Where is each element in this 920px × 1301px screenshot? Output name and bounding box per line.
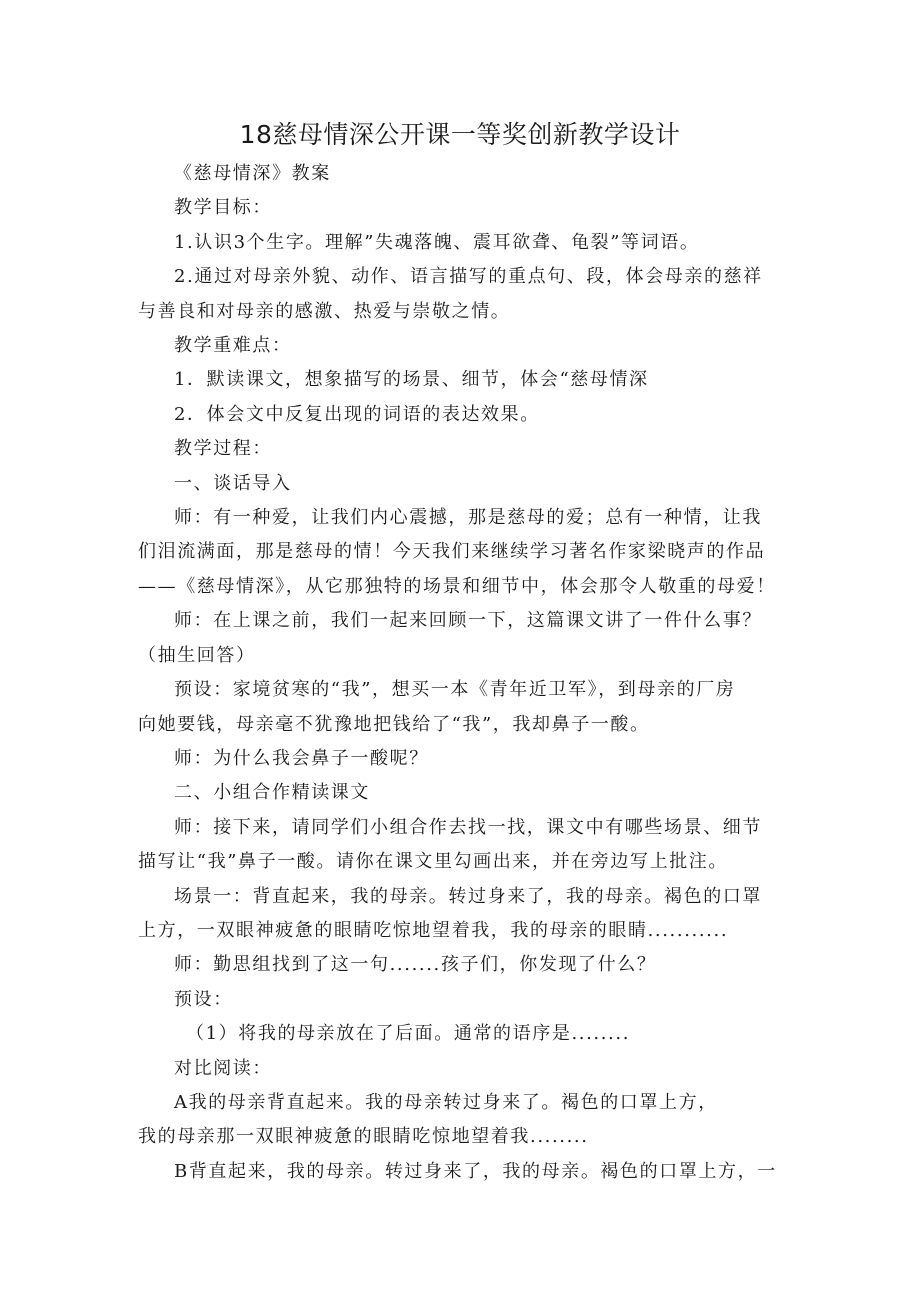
paragraph-line: 场景一：背直起来，我的母亲。转过身来了，我的母亲。褐色的口罩 bbox=[174, 885, 762, 907]
objective-2-line-2: 与善良和对母亲的感激、热爱与崇敬之情。 bbox=[138, 300, 511, 322]
section-heading-objectives: 教学目标： bbox=[174, 197, 272, 219]
key-point-1: 1．默读课文，想象描写的场景、细节，体会“慈母情深 bbox=[174, 369, 649, 391]
paragraph-line: 对比阅读： bbox=[174, 1057, 272, 1079]
step-2-heading: 二、小组合作精读课文 bbox=[174, 782, 370, 804]
paragraph-line: ——《慈母情深》，从它那独特的场景和细节中，体会那令人敬重的母爱！ bbox=[138, 575, 776, 597]
paragraph-line: 预设： bbox=[174, 988, 233, 1010]
section-heading-key-points: 教学重难点： bbox=[174, 335, 292, 357]
section-heading-process: 教学过程： bbox=[174, 438, 272, 460]
document-body bbox=[138, 157, 790, 1189]
paragraph-line: 预设：家境贫寒的“我”，想买一本《青年近卫军》，到母亲的厂房 bbox=[174, 679, 736, 701]
paragraph-line: B背直起来，我的母亲。转过身来了，我的母亲。褐色的口罩上方，一 bbox=[174, 1160, 777, 1182]
paragraph-line: 师：勤思组找到了这一句.......孩子们，你发现了什么？ bbox=[174, 954, 657, 976]
objective-2-line-1: 2.通过对母亲外貌、动作、语言描写的重点句、段，体会母亲的慈祥 bbox=[174, 266, 763, 288]
step-1-heading: 一、谈话导入 bbox=[174, 472, 292, 494]
paragraph-line: （1）将我的母亲放在了后面。通常的语序是........ bbox=[186, 1023, 631, 1045]
paragraph-line: 师：为什么我会鼻子一酸呢？ bbox=[174, 747, 429, 769]
paragraph-line: 描写让“我”鼻子一酸。请你在课文里勾画出来，并在旁边写上批注。 bbox=[138, 851, 729, 873]
paragraph-line: 向她要钱，母亲毫不犹豫地把钱给了“我”，我却鼻子一酸。 bbox=[138, 713, 650, 735]
paragraph-line: （抽生回答） bbox=[138, 644, 256, 666]
paragraph-line: A我的母亲背直起来。我的母亲转过身来了。褐色的口罩上方， bbox=[174, 1091, 718, 1113]
objective-1: 1.认识3个生字。理解”失魂落魄、震耳欲聋、龟裂”等词语。 bbox=[174, 231, 700, 253]
paragraph-line: 我的母亲那一双眼神疲惫的眼睛吃惊地望着我........ bbox=[138, 1126, 589, 1148]
paragraph-line: 师：有一种爱，让我们内心震撼，那是慈母的爱；总有一种情，让我 bbox=[174, 507, 762, 529]
paragraph-line: 们泪流满面，那是慈母的情！今天我们来继续学习著名作家梁晓声的作品 bbox=[138, 541, 766, 563]
paragraph-line: 师：在上课之前，我们一起来回顾一下，这篇课文讲了一件什么事？ bbox=[174, 610, 762, 632]
document-title: 18慈母情深公开课一等奖创新教学设计 bbox=[239, 120, 681, 149]
paragraph-line: 上方，一双眼神疲惫的眼睛吃惊地望着我，我的母亲的眼睛........... bbox=[138, 919, 729, 941]
lesson-plan-heading: 《慈母情深》教案 bbox=[174, 163, 331, 184]
key-point-2: 2．体会文中反复出现的词语的表达效果。 bbox=[174, 403, 540, 425]
paragraph-line: 师：接下来，请同学们小组合作去找一找，课文中有哪些场景、细节 bbox=[174, 816, 762, 838]
